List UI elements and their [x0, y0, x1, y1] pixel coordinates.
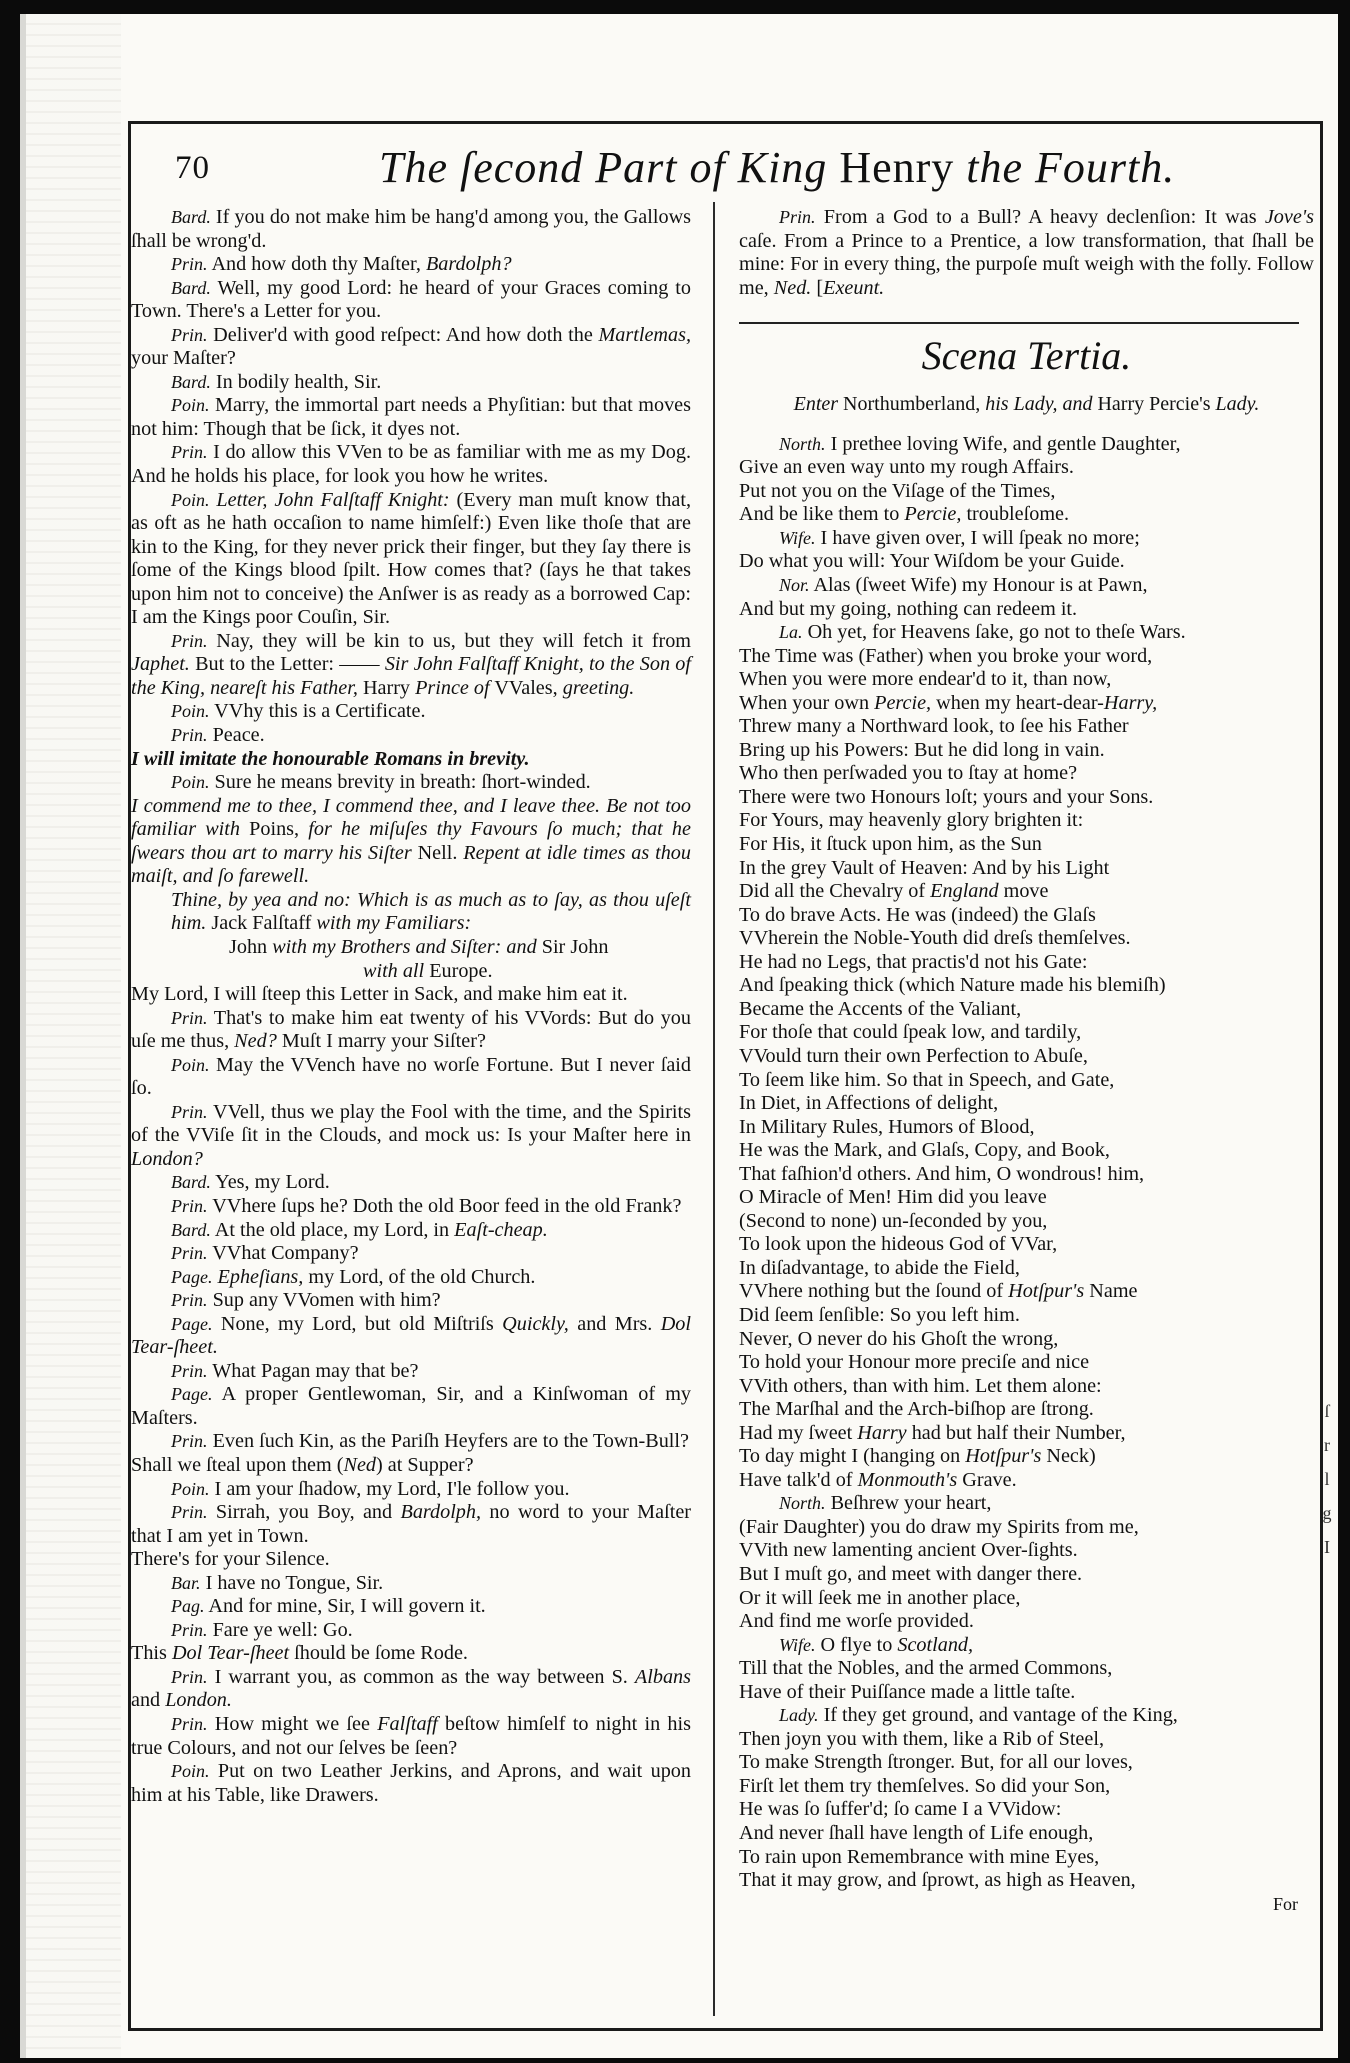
speech-line: Prin. And how doth thy Maſter, Bardolph?	[171, 253, 512, 276]
right-column	[739, 206, 1314, 1916]
stage-direction: Enter Northumberland, his Lady, and Harry Percie's Lady.	[793, 392, 1260, 415]
speech-line: Poin. Sure he means brevity in breath: ſhort-winded.	[171, 771, 591, 794]
verse-line: He had no Legs, that practis'd not his Gate:	[739, 950, 1088, 973]
speech-line: Prin. I warrant you, as common as the way between S. Albans and London.	[131, 1665, 691, 1712]
left-column	[131, 206, 691, 1807]
facing-page-bleed	[1316, 1394, 1338, 1564]
verse-line: Or it will ſeek me in another place,	[739, 1586, 1021, 1609]
text-frame	[128, 121, 1323, 2031]
speech-line: This Dol Tear-ſheet ſhould be ſome Rode.	[131, 1642, 468, 1665]
bleed-glyph: I	[1324, 1537, 1330, 1557]
verse-line: In diſadvantage, to abide the Field,	[739, 1256, 1020, 1279]
verse-line: Have talk'd of Monmouth's Grave.	[739, 1468, 1017, 1491]
page-gutter	[26, 14, 121, 2058]
verse-line: And ſpeaking thick (which Nature made his blemiſh)	[739, 974, 1166, 997]
bleed-glyph: ſ	[1324, 1401, 1330, 1421]
verse-line: Wife. I have given over, I will ſpeak no more;	[779, 526, 1140, 549]
verse-line: Have of their Puiſſance made a little taſte.	[739, 1680, 1076, 1703]
speech-line: Pag. And for mine, Sir, I will govern it.	[171, 1595, 486, 1618]
verse-line: But I muſt go, and meet with danger there.	[739, 1562, 1083, 1585]
speech-line: Bar. I have no Tongue, Sir.	[171, 1571, 384, 1594]
verse-line: La. Oh yet, for Heavens ſake, go not to theſe Wars.	[779, 621, 1186, 644]
verse-line: Had my ſweet Harry had but half their Number,	[739, 1421, 1126, 1444]
verse-line: In Military Rules, Humors of Blood,	[739, 1115, 1035, 1138]
verse-line: That it may grow, and ſprowt, as high as Heaven,	[739, 1869, 1136, 1892]
verse-line: Do what you will: Your Wiſdom be your Guide.	[739, 550, 1125, 573]
speech-line: Prin. Sup any VVomen with him?	[171, 1289, 441, 1312]
speech-line: Prin. From a God to a Bull? A heavy declenſion: It was Jove's caſe. From a Prince to a Prentice, a low transformation, that ſhall be mine: For in every thing, the purpoſe muſt weigh with the folly. Follow me, Ned. [Exeunt.	[739, 206, 1314, 299]
verse-line: When you were more endear'd to it, than now,	[739, 668, 1112, 691]
verse-line: When your own Percie, when my heart-dear-Harry,	[739, 691, 1158, 714]
verse-line: O Miracle of Men! Him did you leave	[739, 1186, 1047, 1209]
speech-line: Prin. That's to make him eat twenty of his VVords: But do you uſe me thus, Ned? Muſt I marry your Siſter?	[131, 1006, 691, 1053]
verse-line: Did all the Chevalry of England move	[739, 880, 1049, 903]
scene-heading: Scena Tertia.	[921, 333, 1132, 379]
speech-line: Page. Epheſians, my Lord, of the old Church.	[171, 1265, 536, 1288]
speech-line: Prin. Nay, they will be kin to us, but they will fetch it from Japhet. But to the Letter: —— Sir John Falſtaff Knight, to the Son of the King, neareſt his Father, Harry Prince of VVales, greeting.	[131, 629, 691, 699]
verse-line: For Yours, may heavenly glory brighten it:	[739, 809, 1084, 832]
verse-line: Then joyn you with them, like a Rib of Steel,	[739, 1727, 1105, 1750]
speech-line: Poin. I am your ſhadow, my Lord, I'le follow you.	[171, 1477, 570, 1500]
speech-line: Poin. Marry, the immortal part needs a Phyſitian: but that moves not him: Though that be ſick, it dyes not.	[131, 394, 691, 440]
verse-line: VVith others, than with him. Let them alone:	[739, 1374, 1102, 1397]
verse-line: Wife. O flye to Scotland,	[779, 1633, 974, 1656]
verse-line: Firſt let them try themſelves. So did your Son,	[739, 1774, 1111, 1797]
speech-line: Prin. How might we ſee Falſtaff beſtow himſelf to night in his true Colours, and not our ſelves be ſeen?	[131, 1713, 691, 1759]
verse-line: To ſeem like him. So that in Speech, and Gate,	[739, 1068, 1115, 1091]
letter-line: Thine, by yea and no: Which is as much as to ſay, as thou uſeſt him. Jack Falſtaff with my Familiars:	[171, 888, 691, 935]
verse-line: North. Beſhrew your heart,	[779, 1492, 992, 1515]
speech-line: Bard. Well, my good Lord: he heard of your Graces coming to Town. There's a Letter for you.	[131, 276, 691, 323]
verse-line: To hold your Honour more preciſe and nice	[739, 1351, 1090, 1374]
running-title: The ſecond Part of King Henry the Fourth.	[379, 143, 1176, 192]
speech-line: Shall we ſteal upon them (Ned) at Supper?	[131, 1453, 474, 1476]
speech-line: Poin. Letter, John Falſtaff Knight: (Every man muſt know that, as oft as he hath occaſion to name himſelf:) Even like thoſe that are kin to the King, for they never prick their finger, but they ſay there is ſome of the Kings blood ſpilt. How comes that? (ſays he that takes upon him not to conceive) the Anſwer is as ready as a borrowed Cap: I am the Kings poor Couſin, Sir.	[131, 488, 691, 629]
speech-line: Bard. In bodily health, Sir.	[171, 370, 382, 393]
verse-line: (Second to none) un-ſeconded by you,	[739, 1209, 1048, 1232]
letter-line: I commend me to thee, I commend thee, and I leave thee. Be not too familiar with Poins, for he miſuſes thy Favours ſo much; that he ſwears thou art to marry his Siſter Nell. Repent at idle times as thou maiſt, and ſo farewell.	[131, 794, 691, 888]
speech-line: Bard. If you do not make him be hang'd among you, the Gallows ſhall be wrong'd.	[131, 206, 691, 252]
verse-line: He was the Mark, and Glaſs, Copy, and Book,	[739, 1139, 1110, 1162]
verse-line: And find me worſe provided.	[739, 1610, 974, 1633]
verse-line: To day might I (hanging on Hotſpur's Neck)	[739, 1445, 1096, 1468]
speech-line: Page. None, my Lord, but old Miſtriſs Quickly, and Mrs. Dol Tear-ſheet.	[131, 1312, 691, 1359]
page-number: 70	[175, 150, 210, 186]
running-header	[131, 124, 1320, 196]
speech-line: Prin. VVhere ſups he? Doth the old Boor feed in the old Frank?	[171, 1194, 682, 1217]
verse-line: Lady. If they get ground, and vantage of the King,	[779, 1704, 1178, 1727]
speech-line: Prin. Fare ye well: Go.	[171, 1618, 353, 1641]
speech-line: Prin. Peace.	[171, 724, 265, 747]
book-page	[20, 14, 1338, 2058]
verse-line: To make Strength ſtronger. But, for all our loves,	[739, 1751, 1133, 1774]
letter-line: John with my Brothers and Siſter: and Sir John	[229, 935, 609, 958]
verse-line: Nor. Alas (ſweet Wife) my Honour is at Pawn,	[779, 574, 1148, 597]
verse-line: North. I prethee loving Wife, and gentle Daughter,	[779, 432, 1181, 455]
verse-line: The Time was (Father) when you broke your word,	[739, 644, 1153, 667]
speech-line: Page. A proper Gentlewoman, Sir, and a Kinſwoman of my Maſters.	[131, 1383, 691, 1429]
speech-line: There's for your Silence.	[131, 1548, 330, 1571]
verse-line: Did ſeem ſenſible: So you left him.	[739, 1303, 1020, 1326]
verse-line: VVith new lamenting ancient Over-ſights.	[739, 1539, 1078, 1562]
verse-line: Became the Accents of the Valiant,	[739, 997, 1022, 1020]
speech-line: Prin. What Pagan may that be?	[171, 1359, 419, 1382]
verse-line: And but my going, nothing can redeem it.	[739, 597, 1078, 620]
verse-line: Give an even way unto my rough Affairs.	[739, 456, 1074, 479]
verse-line: To look upon the hideous God of VVar,	[739, 1233, 1058, 1256]
verse-line: Never, O never do his Ghoſt the wrong,	[739, 1327, 1059, 1350]
speech-line: Prin. I do allow this VVen to be as familiar with me as my Dog. And he holds his place, for look you how he writes.	[131, 441, 691, 488]
verse-line: Put not you on the Viſage of the Times,	[739, 479, 1056, 502]
verse-line: That faſhion'd others. And him, O wondrous! him,	[739, 1162, 1145, 1185]
verse-line: The Marſhal and the Arch-biſhop are ſtrong.	[739, 1398, 1094, 1421]
bleed-glyph: l	[1324, 1469, 1330, 1489]
speech-line: Poin. Put on two Leather Jerkins, and Aprons, and wait upon him at his Table, like Drawers.	[131, 1760, 691, 1806]
letter-line: with all Europe.	[363, 959, 493, 982]
column-rule	[713, 202, 715, 2016]
verse-line: In Diet, in Affections of delight,	[739, 1092, 999, 1115]
verse-line: In the grey Vault of Heaven: And by his Light	[739, 856, 1110, 879]
verse-line: And be like them to Percie, troubleſome.	[739, 503, 1070, 526]
verse-line: For His, it ſtuck upon him, as the Sun	[739, 833, 1042, 856]
catchword: For	[1272, 1893, 1298, 1914]
verse-line: VVould turn their own Perfection to Abuſe,	[739, 1044, 1088, 1067]
verse-line: And never ſhall have length of Life enough,	[739, 1822, 1094, 1844]
speech-line: Prin. Even ſuch Kin, as the Pariſh Heyfers are to the Town-Bull?	[171, 1430, 689, 1453]
verse-line: (Fair Daughter) you do draw my Spirits from me,	[739, 1515, 1139, 1538]
speech-line: Prin. Sirrah, you Boy, and Bardolph, no word to your Maſter that I am yet in Town.	[131, 1501, 691, 1547]
verse-line: He was ſo ſuffer'd; ſo came I a VVidow:	[739, 1798, 1062, 1821]
bleed-glyph: g	[1322, 1503, 1332, 1523]
verse-line: For thoſe that could ſpeak low, and tardily,	[739, 1021, 1082, 1044]
verse-line: There were two Honours loſt; yours and your Sons.	[739, 785, 1154, 808]
speech-line: Poin. May the VVench have no worſe Fortune. But I never ſaid ſo.	[131, 1053, 691, 1100]
verse-line: Who then perſwaded you to ſtay at home?	[739, 762, 1078, 785]
verse-line: To do brave Acts. He was (indeed) the Glaſs	[739, 903, 1096, 926]
speech-line: Poin. VVhy this is a Certificate.	[171, 700, 426, 723]
speech-line: Prin. Deliver'd with good reſpect: And how doth the Martlemas, your Maſter?	[131, 323, 691, 370]
verse-line: To rain upon Remembrance with mine Eyes,	[739, 1845, 1100, 1868]
scene-divider	[739, 322, 1299, 324]
verse-line: VVhere nothing but the ſound of Hotſpur's Name	[739, 1280, 1138, 1303]
verse-line: VVherein the Noble-Youth did dreſs themſelves.	[739, 927, 1131, 950]
verse-line: Bring up his Powers: But he did long in vain.	[739, 738, 1105, 761]
letter-line: I will imitate the honourable Romans in brevity.	[131, 747, 530, 770]
speech-line: Bard. At the old place, my Lord, in Eaſt-cheap.	[171, 1218, 548, 1241]
bleed-glyph: r	[1324, 1435, 1330, 1455]
speech-line: My Lord, I will ſteep this Letter in Sack, and make him eat it.	[131, 983, 628, 1006]
speech-line: Prin. VVhat Company?	[171, 1242, 359, 1265]
speech-line: Prin. VVell, thus we play the Fool with the time, and the Spirits of the VViſe ſit in the Clouds, and mock us: Is your Maſter here in London?	[131, 1100, 691, 1170]
verse-line: Till that the Nobles, and the armed Commons,	[739, 1657, 1113, 1680]
speech-line: Bard. Yes, my Lord.	[171, 1171, 330, 1194]
verse-line: Threw many a Northward look, to ſee his Father	[739, 715, 1129, 738]
